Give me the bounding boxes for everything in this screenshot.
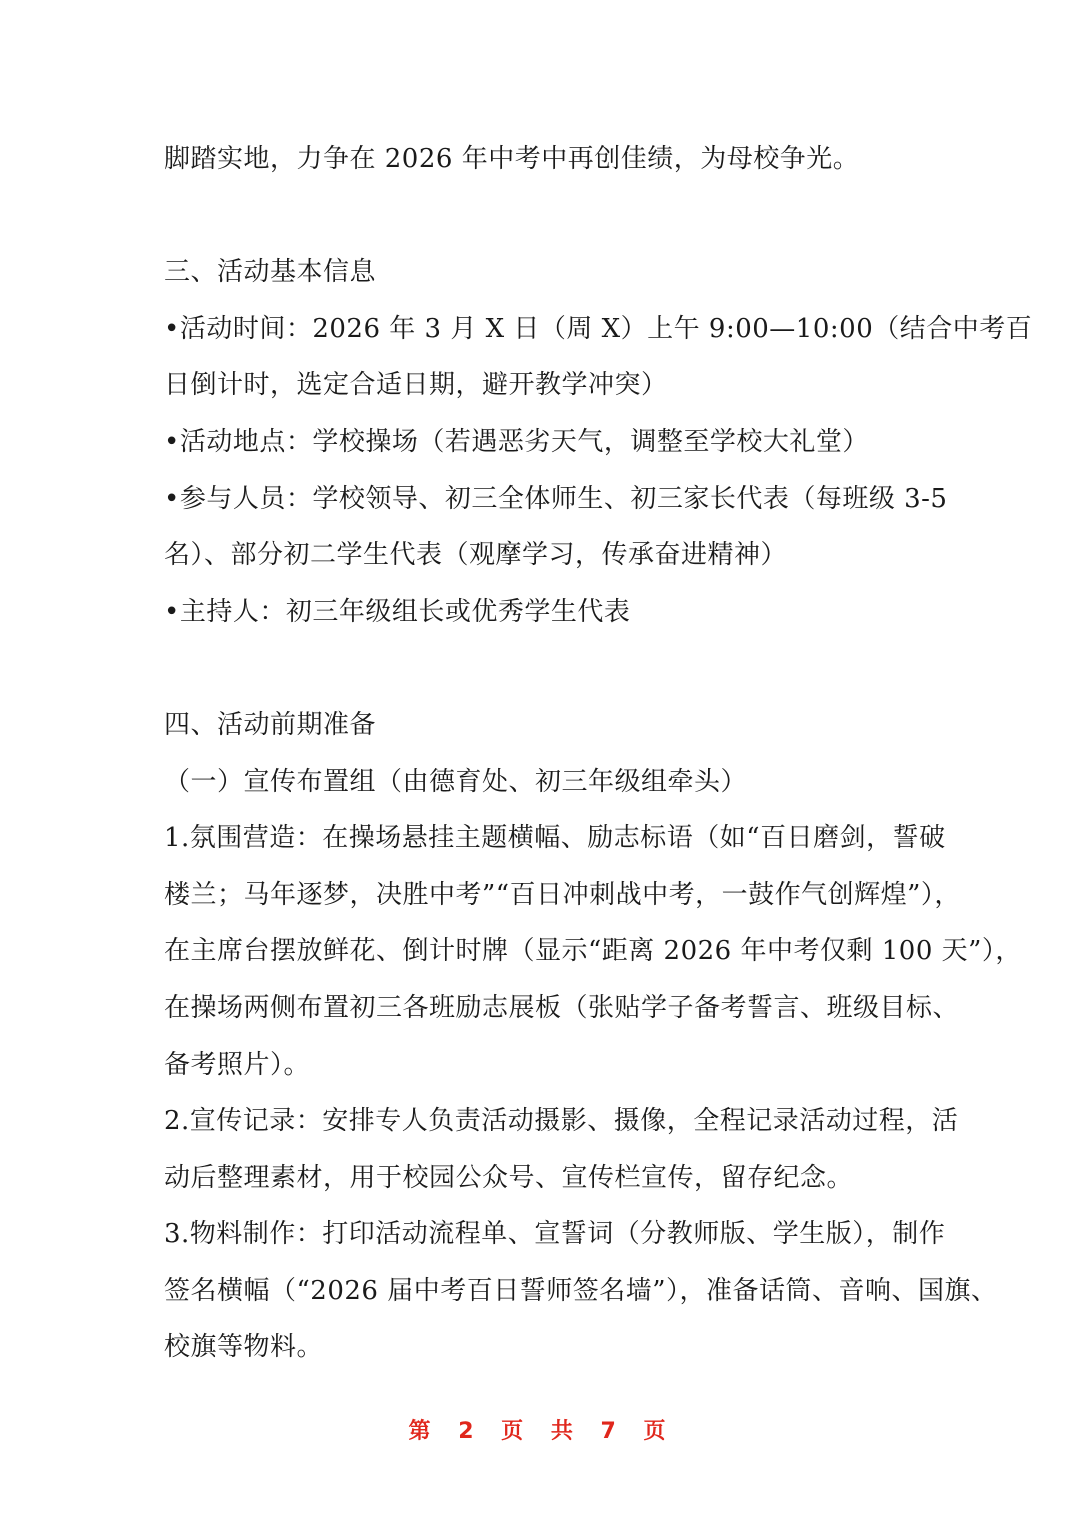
numbered-item-materials: 3.物料制作：打印活动流程单、宣誓词（分教师版、学生版），制作: [164, 1219, 946, 1250]
paragraph-line: 动后整理素材，用于校园公众号、宣传栏宣传，留存纪念。: [164, 1162, 854, 1193]
bullet-line-participants: •参与人员：学校领导、初三全体师生、初三家长代表（每班级 3-5: [164, 483, 948, 514]
page-number-footer: 第 2 页 共 7 页: [408, 1419, 672, 1444]
paragraph-line: 脚踏实地，力争在 2026 年中考中再创佳绩，为母校争光。: [164, 144, 860, 174]
blank-line: [164, 640, 920, 697]
bullet-line-activity-location: •活动地点：学校操场（若遇恶劣天气，调整至学校大礼堂）: [164, 426, 869, 457]
paragraph-line: 日倒计时，选定合适日期，避开教学冲突）: [164, 370, 668, 401]
paragraph-line: 备考照片）。: [164, 1049, 311, 1080]
paragraph-line: 名）、部分初二学生代表（观摩学习，传承奋进精神）: [164, 540, 788, 571]
paragraph-line: 在操场两侧布置初三各班励志展板（张贴学子备考誓言、班级目标、: [164, 992, 960, 1023]
paragraph-line: 在主席台摆放鲜花、倒计时牌（显示“距离 2026 年中考仅剩 100 天”），: [164, 936, 1022, 967]
document-body: [164, 131, 1033, 1376]
paragraph-line: 楼兰；马年逐梦，决胜中考”“百日冲刺战中考，一鼓作气创辉煌”），: [164, 879, 961, 910]
numbered-item-publicity: 2.宣传记录：安排专人负责活动摄影、摄像，全程记录活动过程，活: [164, 1106, 959, 1137]
blank-line: [164, 188, 920, 245]
numbered-item-atmosphere: 1.氛围营造：在操场悬挂主题横幅、励志标语（如“百日磨剑，誓破: [164, 823, 946, 854]
bullet-line-activity-time: •活动时间：2026 年 3 月 X 日（周 X）上午 9:00—10:00（结合中考百: [164, 313, 1033, 344]
paragraph-line: 签名横幅（“2026 届中考百日誓师签名墙”），准备话筒、音响、国旗、: [164, 1275, 998, 1306]
subsection-heading: （一）宣传布置组（由德育处、初三年级组牵头）: [164, 766, 748, 797]
section-heading: 四、活动前期准备: [164, 709, 377, 740]
paragraph-line: 校旗等物料。: [164, 1332, 324, 1363]
bullet-line-host: •主持人：初三年级组长或优秀学生代表: [164, 596, 631, 627]
section-heading: 三、活动基本信息: [164, 257, 377, 288]
